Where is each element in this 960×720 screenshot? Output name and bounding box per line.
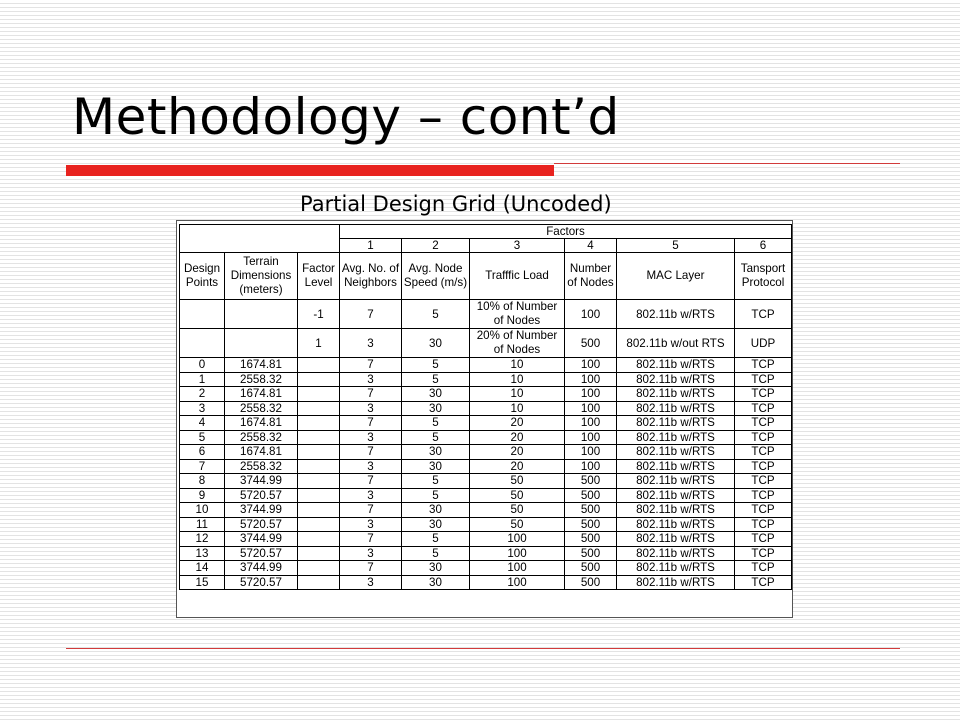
transport-cell: UDP (735, 329, 792, 358)
terrain-cell: 1674.81 (225, 416, 298, 431)
design-point-cell: 0 (180, 358, 225, 373)
blank-cell (225, 329, 298, 358)
factor-number: 4 (565, 239, 617, 253)
blank-cell (298, 445, 340, 460)
traffic-cell: 100 (470, 532, 565, 547)
traffic-cell: 10% of Number of Nodes (470, 300, 565, 329)
transport-cell: TCP (735, 401, 792, 416)
speed-cell: 30 (402, 517, 470, 532)
factor-level-header: Factor Level (298, 253, 340, 300)
mac-cell: 802.11b w/RTS (617, 445, 735, 460)
traffic-cell: 20 (470, 459, 565, 474)
terrain-cell: 2558.32 (225, 401, 298, 416)
speed-cell: 30 (402, 445, 470, 460)
neighbors-cell: 7 (340, 503, 402, 518)
transport-cell: TCP (735, 372, 792, 387)
terrain-cell: 2558.32 (225, 459, 298, 474)
neighbors-cell: 3 (340, 459, 402, 474)
transport-cell: TCP (735, 575, 792, 590)
neighbors-cell: 3 (340, 430, 402, 445)
speed-cell: 5 (402, 372, 470, 387)
table-row (180, 459, 792, 474)
transport-cell: TCP (735, 532, 792, 547)
design-point-cell: 3 (180, 401, 225, 416)
nodes-cell: 100 (565, 459, 617, 474)
neighbors-header: Avg. No. of Neighbors (340, 253, 402, 300)
blank-cell (298, 546, 340, 561)
table-row (180, 358, 792, 373)
traffic-cell: 10 (470, 372, 565, 387)
traffic-cell: 100 (470, 575, 565, 590)
terrain-cell: 5720.57 (225, 488, 298, 503)
traffic-cell: 10 (470, 358, 565, 373)
mac-cell: 802.11b w/RTS (617, 546, 735, 561)
neighbors-cell: 7 (340, 445, 402, 460)
terrain-cell: 3744.99 (225, 532, 298, 547)
terrain-cell: 1674.81 (225, 387, 298, 402)
blank-cell (180, 329, 225, 358)
design-point-cell: 9 (180, 488, 225, 503)
transport-cell: TCP (735, 474, 792, 489)
design-grid-container (176, 220, 793, 618)
nodes-cell: 100 (565, 372, 617, 387)
table-row (180, 561, 792, 576)
traffic-cell: 50 (470, 488, 565, 503)
traffic-cell: 50 (470, 503, 565, 518)
traffic-cell: 10 (470, 387, 565, 402)
level-row-low (180, 300, 792, 329)
neighbors-cell: 3 (340, 488, 402, 503)
nodes-cell: 100 (565, 416, 617, 431)
speed-cell: 30 (402, 503, 470, 518)
transport-cell: TCP (735, 517, 792, 532)
transport-cell: TCP (735, 300, 792, 329)
design-point-cell: 7 (180, 459, 225, 474)
design-point-cell: 15 (180, 575, 225, 590)
nodes-cell: 500 (565, 575, 617, 590)
factor-number: 3 (470, 239, 565, 253)
design-point-cell: 13 (180, 546, 225, 561)
terrain-cell: 5720.57 (225, 575, 298, 590)
neighbors-cell: 7 (340, 416, 402, 431)
speed-cell: 5 (402, 474, 470, 489)
neighbors-cell: 7 (340, 358, 402, 373)
neighbors-cell: 7 (340, 387, 402, 402)
traffic-cell: 10 (470, 401, 565, 416)
speed-cell: 30 (402, 329, 470, 358)
transport-cell: TCP (735, 488, 792, 503)
table-row (180, 517, 792, 532)
design-point-cell: 10 (180, 503, 225, 518)
neighbors-cell: 3 (340, 329, 402, 358)
blank-cell (298, 503, 340, 518)
design-point-cell: 6 (180, 445, 225, 460)
mac-cell: 802.11b w/RTS (617, 503, 735, 518)
neighbors-cell: 3 (340, 575, 402, 590)
blank-cell (225, 300, 298, 329)
speed-cell: 30 (402, 401, 470, 416)
table-row (180, 387, 792, 402)
mac-cell: 802.11b w/out RTS (617, 329, 735, 358)
nodes-cell: 500 (565, 546, 617, 561)
footer-rule (66, 648, 900, 649)
design-point-cell: 4 (180, 416, 225, 431)
level-cell: 1 (298, 329, 340, 358)
design-grid-table (179, 224, 792, 590)
nodes-header: Number of Nodes (565, 253, 617, 300)
mac-cell: 802.11b w/RTS (617, 358, 735, 373)
terrain-cell: 3744.99 (225, 474, 298, 489)
design-point-cell: 12 (180, 532, 225, 547)
traffic-cell: 20 (470, 430, 565, 445)
terrain-cell: 2558.32 (225, 430, 298, 445)
mac-cell: 802.11b w/RTS (617, 459, 735, 474)
terrain-cell: 3744.99 (225, 503, 298, 518)
mac-cell: 802.11b w/RTS (617, 387, 735, 402)
table-caption: Partial Design Grid (Uncoded) (300, 192, 612, 216)
mac-cell: 802.11b w/RTS (617, 372, 735, 387)
table-row (180, 532, 792, 547)
factors-header-row (180, 225, 792, 239)
speed-cell: 5 (402, 416, 470, 431)
transport-cell: TCP (735, 561, 792, 576)
slide-title: Methodology – cont’d (72, 88, 620, 146)
traffic-cell: 50 (470, 474, 565, 489)
design-point-cell: 1 (180, 372, 225, 387)
terrain-cell: 5720.57 (225, 517, 298, 532)
blank-cell (298, 488, 340, 503)
terrain-cell: 1674.81 (225, 358, 298, 373)
blank-cell (298, 459, 340, 474)
speed-cell: 5 (402, 532, 470, 547)
design-point-cell: 11 (180, 517, 225, 532)
blank-cell (298, 358, 340, 373)
neighbors-cell: 7 (340, 474, 402, 489)
mac-cell: 802.11b w/RTS (617, 416, 735, 431)
neighbors-cell: 3 (340, 401, 402, 416)
design-points-header: Design Points (180, 253, 225, 300)
speed-cell: 5 (402, 300, 470, 329)
speed-cell: 5 (402, 430, 470, 445)
factor-number: 6 (735, 239, 792, 253)
title-rule (554, 163, 900, 164)
transport-cell: TCP (735, 546, 792, 561)
traffic-cell: 20 (470, 445, 565, 460)
table-row (180, 503, 792, 518)
nodes-cell: 500 (565, 329, 617, 358)
factors-label: Factors (340, 225, 792, 239)
table-row (180, 575, 792, 590)
neighbors-cell: 7 (340, 561, 402, 576)
mac-cell: 802.11b w/RTS (617, 474, 735, 489)
speed-cell: 30 (402, 387, 470, 402)
speed-cell: 5 (402, 488, 470, 503)
nodes-cell: 100 (565, 401, 617, 416)
blank-cell (298, 401, 340, 416)
table-row (180, 416, 792, 431)
blank-cell (298, 575, 340, 590)
blank-cell (298, 372, 340, 387)
transport-cell: TCP (735, 459, 792, 474)
speed-cell: 30 (402, 575, 470, 590)
column-header-row (180, 253, 792, 300)
table-row (180, 488, 792, 503)
terrain-cell: 1674.81 (225, 445, 298, 460)
table-row (180, 474, 792, 489)
mac-cell: 802.11b w/RTS (617, 561, 735, 576)
level-row-high (180, 329, 792, 358)
transport-cell: TCP (735, 445, 792, 460)
design-point-cell: 14 (180, 561, 225, 576)
blank-cell (298, 474, 340, 489)
blank-cell (298, 517, 340, 532)
neighbors-cell: 3 (340, 372, 402, 387)
nodes-cell: 100 (565, 387, 617, 402)
title-accent-bar (66, 165, 554, 176)
terrain-cell: 3744.99 (225, 561, 298, 576)
blank-cell (298, 561, 340, 576)
traffic-cell: 100 (470, 546, 565, 561)
mac-header: MAC Layer (617, 253, 735, 300)
traffic-cell: 20 (470, 416, 565, 431)
neighbors-cell: 3 (340, 546, 402, 561)
mac-cell: 802.11b w/RTS (617, 575, 735, 590)
factor-number: 2 (402, 239, 470, 253)
transport-cell: TCP (735, 503, 792, 518)
mac-cell: 802.11b w/RTS (617, 300, 735, 329)
nodes-cell: 100 (565, 300, 617, 329)
neighbors-cell: 7 (340, 300, 402, 329)
transport-cell: TCP (735, 358, 792, 373)
design-grid-body (180, 225, 792, 590)
terrain-header: Terrain Dimensions (meters) (225, 253, 298, 300)
speed-cell: 5 (402, 546, 470, 561)
transport-header: Tansport Protocol (735, 253, 792, 300)
nodes-cell: 500 (565, 561, 617, 576)
design-point-cell: 8 (180, 474, 225, 489)
table-row (180, 546, 792, 561)
factor-number: 5 (617, 239, 735, 253)
terrain-cell: 5720.57 (225, 546, 298, 561)
mac-cell: 802.11b w/RTS (617, 517, 735, 532)
table-row (180, 430, 792, 445)
blank-cell (298, 416, 340, 431)
blank-cell (298, 387, 340, 402)
blank-cell (180, 300, 225, 329)
design-point-cell: 2 (180, 387, 225, 402)
neighbors-cell: 3 (340, 517, 402, 532)
blank-cell (298, 532, 340, 547)
transport-cell: TCP (735, 416, 792, 431)
transport-cell: TCP (735, 387, 792, 402)
table-row (180, 372, 792, 387)
mac-cell: 802.11b w/RTS (617, 401, 735, 416)
factor-number: 1 (340, 239, 402, 253)
design-point-cell: 5 (180, 430, 225, 445)
speed-cell: 5 (402, 358, 470, 373)
traffic-header: Trafffic Load (470, 253, 565, 300)
mac-cell: 802.11b w/RTS (617, 488, 735, 503)
nodes-cell: 100 (565, 358, 617, 373)
mac-cell: 802.11b w/RTS (617, 430, 735, 445)
blank-cell (298, 430, 340, 445)
nodes-cell: 500 (565, 503, 617, 518)
transport-cell: TCP (735, 430, 792, 445)
nodes-cell: 100 (565, 445, 617, 460)
traffic-cell: 20% of Number of Nodes (470, 329, 565, 358)
speed-cell: 30 (402, 561, 470, 576)
table-row (180, 445, 792, 460)
nodes-cell: 500 (565, 474, 617, 489)
empty-header-cell (180, 225, 340, 253)
neighbors-cell: 7 (340, 532, 402, 547)
mac-cell: 802.11b w/RTS (617, 532, 735, 547)
level-cell: -1 (298, 300, 340, 329)
nodes-cell: 100 (565, 430, 617, 445)
traffic-cell: 50 (470, 517, 565, 532)
table-row (180, 401, 792, 416)
nodes-cell: 500 (565, 517, 617, 532)
nodes-cell: 500 (565, 532, 617, 547)
traffic-cell: 100 (470, 561, 565, 576)
speed-header: Avg. Node Speed (m/s) (402, 253, 470, 300)
speed-cell: 30 (402, 459, 470, 474)
nodes-cell: 500 (565, 488, 617, 503)
terrain-cell: 2558.32 (225, 372, 298, 387)
